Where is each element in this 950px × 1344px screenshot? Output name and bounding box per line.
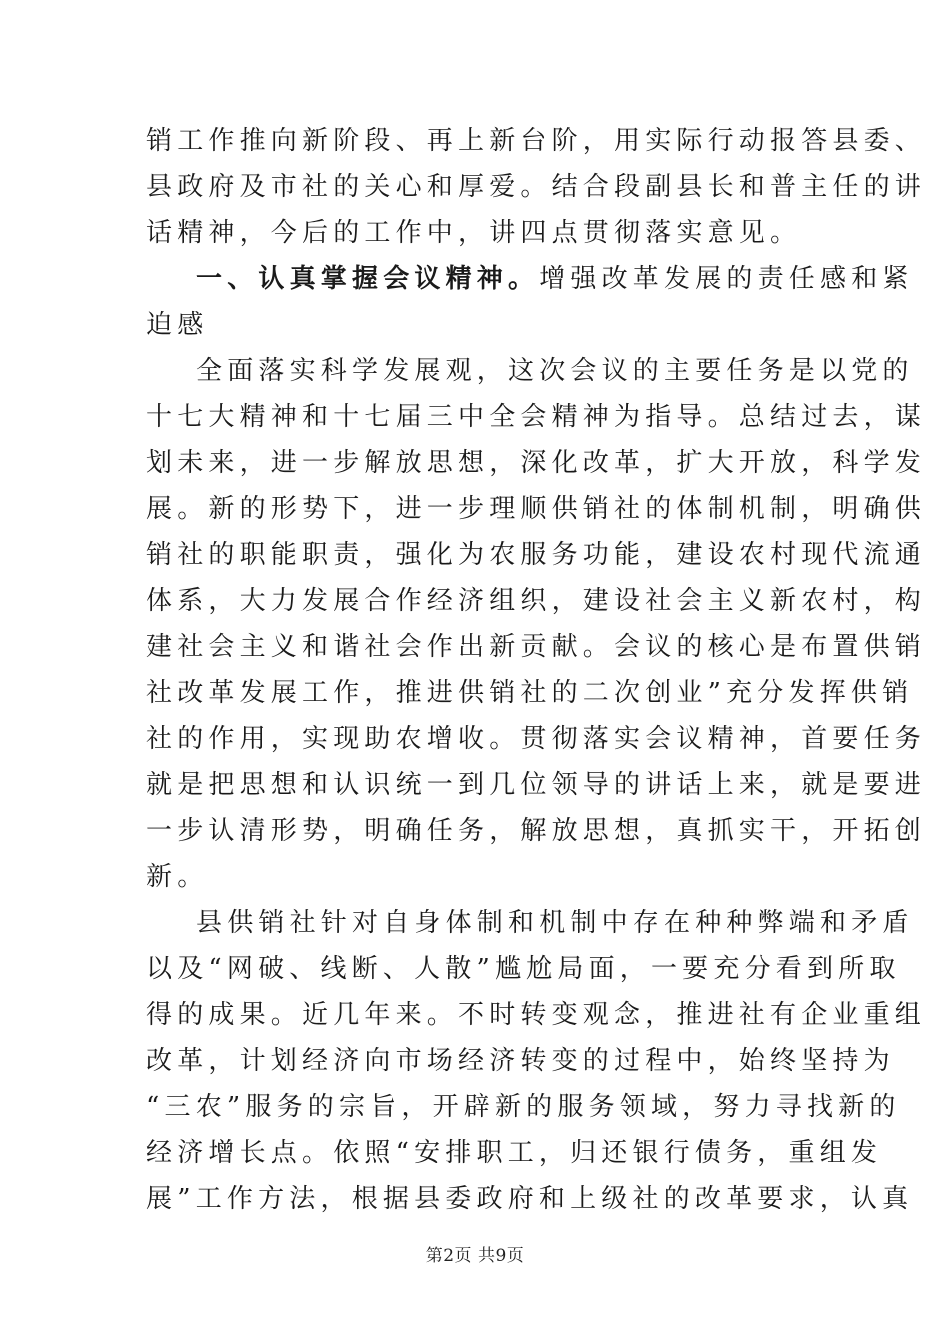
body-line: 话精神，今后的工作中，讲四点贯彻落实意见。 [146, 218, 802, 248]
section-heading-subtitle: 增强改革发展的责任感和紧 [539, 264, 914, 294]
body-line: “三农”服务的宗旨，开辟新的服务领域，努力寻找新的 [146, 1092, 901, 1122]
body-line: 改革，计划经济向市场经济转变的过程中，始终坚持为 [146, 1046, 895, 1076]
body-line: 以及“网破、线断、人散”尴尬局面，一要充分看到所取 [146, 954, 901, 984]
body-line: 经济增长点。依照“安排职工，归还银行债务，重组发 [146, 1138, 883, 1168]
body-line: 一步认清形势，明确任务，解放思想，真抓实干，开拓创 [146, 816, 927, 846]
body-line: 新。 [146, 862, 209, 892]
body-line: 社改革发展工作，推进供销社的二次创业”充分发挥供销 [146, 678, 914, 708]
section-heading [196, 264, 914, 294]
body-line: 迫感 [146, 310, 209, 340]
paragraph-first-line: 全面落实科学发展观，这次会议的主要任务是以党的 [196, 356, 914, 386]
section-heading-title: 一、认真掌握会议精神。 [196, 264, 540, 294]
body-line: 建社会主义和谐社会作出新贡献。会议的核心是布置供销 [146, 632, 927, 662]
body-line: 展”工作方法，根据县委政府和上级社的改革要求，认真 [146, 1184, 914, 1214]
body-line: 县政府及市社的关心和厚爱。结合段副县长和普主任的讲 [146, 172, 927, 202]
body-line: 十七大精神和十七届三中全会精神为指导。总结过去，谋 [146, 402, 927, 432]
body-line: 社的作用，实现助农增收。贯彻落实会议精神，首要任务 [146, 724, 927, 754]
body-line: 就是把思想和认识统一到几位领导的讲话上来，就是要进 [146, 770, 927, 800]
body-line: 展。新的形势下，进一步理顺供销社的体制机制，明确供 [146, 494, 927, 524]
body-line: 销工作推向新阶段、再上新台阶，用实际行动报答县委、 [146, 126, 927, 156]
paragraph-first-line: 县供销社针对自身体制和机制中存在种种弊端和矛盾 [196, 908, 914, 938]
body-line: 得的成果。近几年来。不时转变观念，推进社有企业重组 [146, 1000, 927, 1030]
body-line: 划未来，进一步解放思想，深化改革，扩大开放，科学发 [146, 448, 927, 478]
body-line: 销社的职能职责，强化为农服务功能，建设农村现代流通 [146, 540, 927, 570]
page-number-footer: 第2页 共9页 [425, 1246, 525, 1266]
body-line: 体系，大力发展合作经济组织，建设社会主义新农村，构 [146, 586, 927, 616]
